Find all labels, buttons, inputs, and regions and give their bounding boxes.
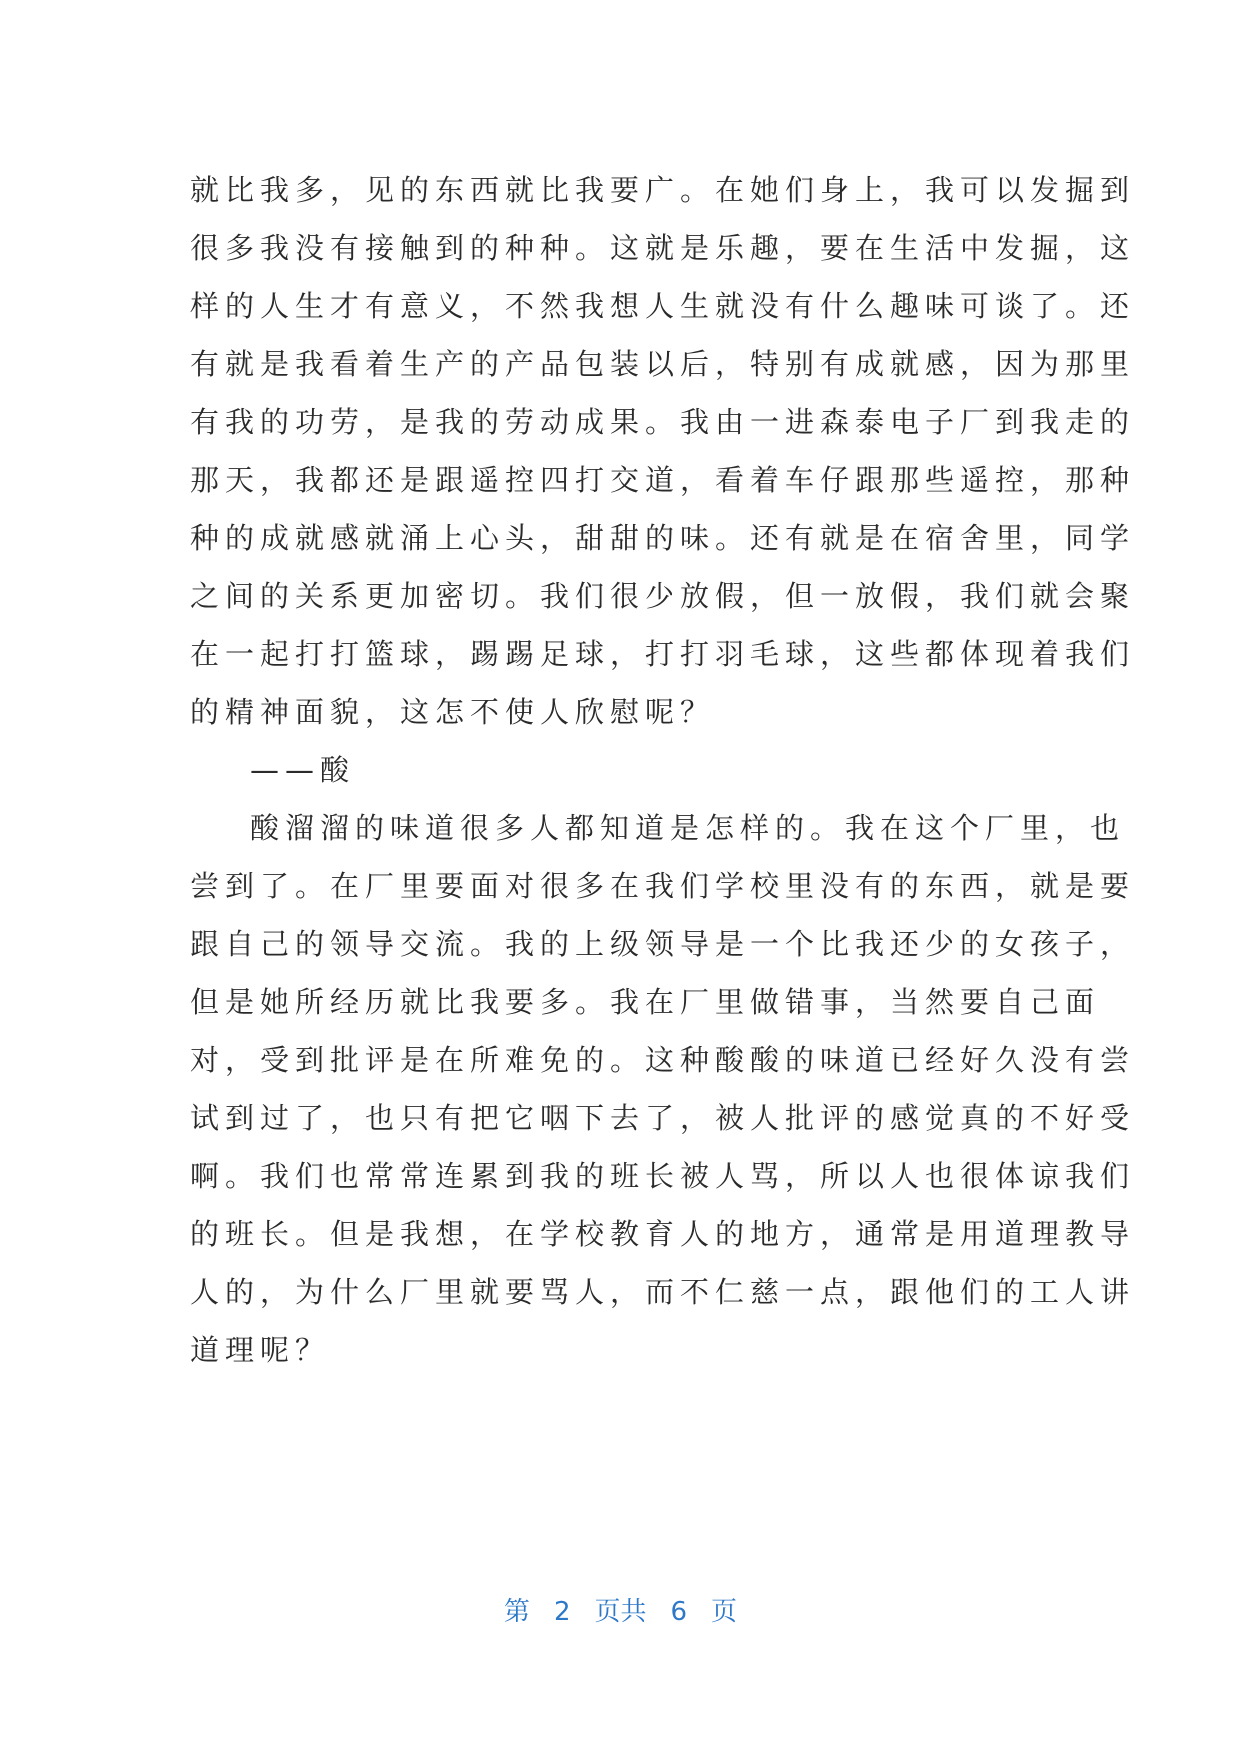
- section-heading: ——酸: [250, 753, 356, 787]
- text-line: 样的人生才有意义，不然我想人生就没有什么趣味可谈了。还: [190, 289, 1136, 323]
- text-line: 种的成就感就涌上心头，甜甜的味。还有就是在宿舍里，同学: [190, 521, 1136, 555]
- text-line: 在一起打打篮球，踢踢足球，打打羽毛球，这些都体现着我们: [190, 637, 1136, 671]
- page-prefix: 第: [503, 1597, 530, 1627]
- page-number: 2: [553, 1597, 571, 1627]
- page-suffix: 页: [711, 1597, 738, 1627]
- page-footer: [0, 1590, 1241, 1634]
- text-line: 就比我多，见的东西就比我要广。在她们身上，我可以发掘到: [190, 173, 1136, 207]
- text-line: 尝到了。在厂里要面对很多在我们学校里没有的东西，就是要: [190, 869, 1136, 903]
- text-line: 酸溜溜的味道很多人都知道是怎样的。我在这个厂里，也: [250, 811, 1126, 845]
- text-line: 有我的功劳，是我的劳动成果。我由一进森泰电子厂到我走的: [190, 405, 1136, 439]
- text-line: 道理呢？: [190, 1333, 331, 1367]
- page-total: 6: [670, 1597, 688, 1627]
- text-line: 有就是我看着生产的产品包装以后，特别有成就感，因为那里: [190, 347, 1136, 381]
- page-middle: 页共: [594, 1597, 647, 1627]
- text-line: 跟自己的领导交流。我的上级领导是一个比我还少的女孩子，: [190, 927, 1136, 961]
- text-line: 的精神面貌，这怎不使人欣慰呢？: [190, 695, 716, 729]
- text-line: 但是她所经历就比我要多。我在厂里做错事，当然要自己面: [190, 985, 1101, 1019]
- text-line: 的班长。但是我想，在学校教育人的地方，通常是用道理教导: [190, 1217, 1136, 1251]
- text-line: 人的，为什么厂里就要骂人，而不仁慈一点，跟他们的工人讲: [190, 1275, 1136, 1309]
- text-line: 啊。我们也常常连累到我的班长被人骂，所以人也很体谅我们: [190, 1159, 1136, 1193]
- text-line: 那天，我都还是跟遥控四打交道，看着车仔跟那些遥控，那种: [190, 463, 1136, 497]
- text-line: 很多我没有接触到的种种。这就是乐趣，要在生活中发掘，这: [190, 231, 1136, 265]
- text-line: 之间的关系更加密切。我们很少放假，但一放假，我们就会聚: [190, 579, 1136, 613]
- text-line: 试到过了，也只有把它咽下去了，被人批评的感觉真的不好受: [190, 1101, 1136, 1135]
- text-line: 对，受到批评是在所难免的。这种酸酸的味道已经好久没有尝: [190, 1043, 1136, 1077]
